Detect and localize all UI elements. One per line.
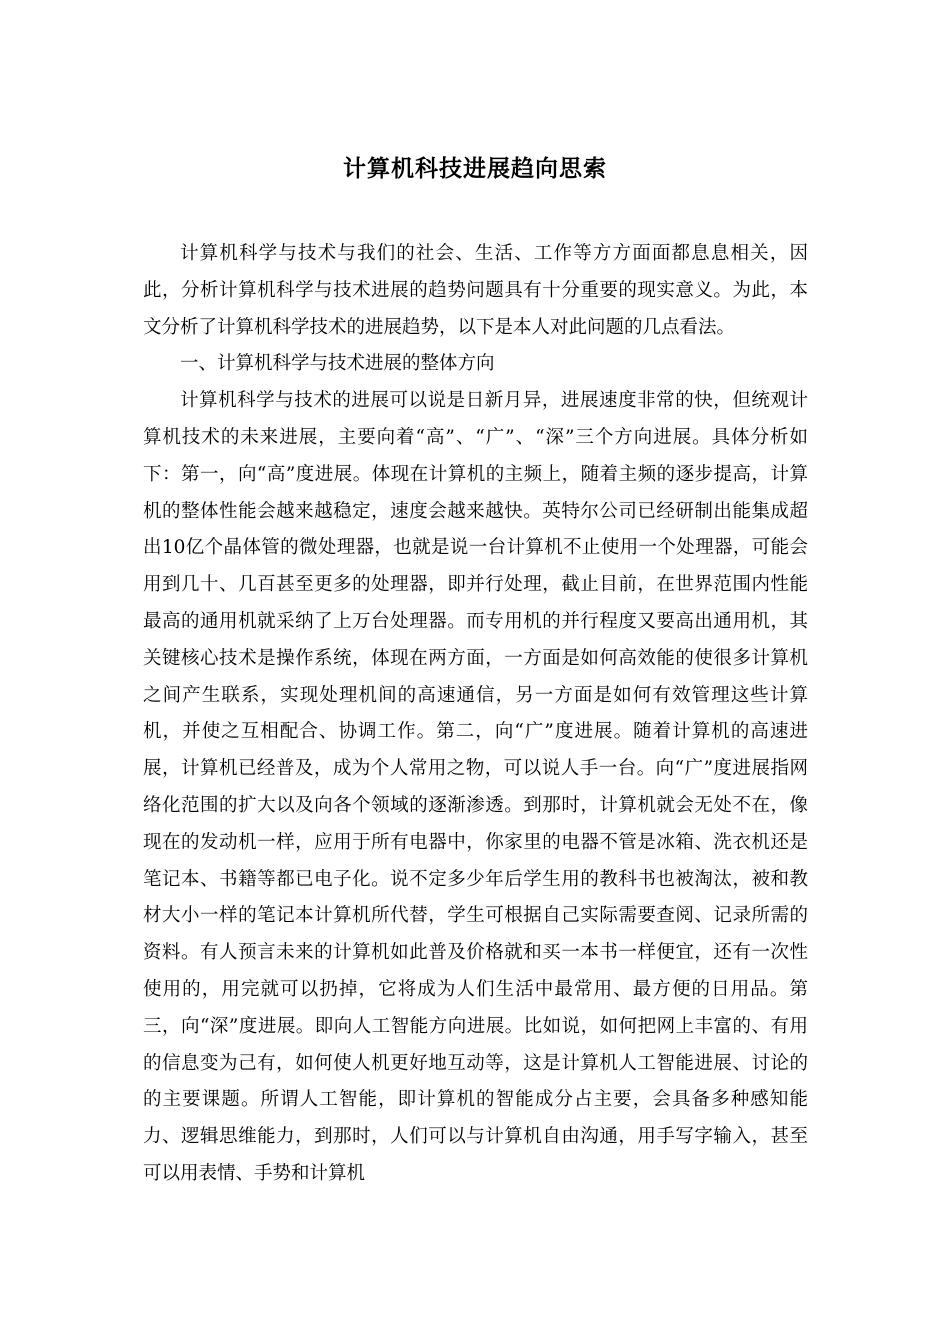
document-title: 计算机科技进展趋向思索 (343, 156, 607, 182)
document-body (143, 236, 808, 1193)
section-heading: 一、计算机科学与技术进展的整体方向 (180, 353, 495, 375)
body-paragraph: 计算机科学与技术的进展可以说是日新月异，进展速度非常的快，但统观计算机技术的未来进展，主要向着“高”、“广”、“深”三个方向进展。具体分析如下：第一，向“高”度进展。体现在计算机的主频上，随着主频的逐步提高，计算机的整体性能会越来越稳定，速度会越来越快。英特尔公司已经研制出能集成超出10亿个晶体管的微处理器，也就是说一台计算机不止使用一个处理器，可能会用到几十、几百甚至更多的处理器，即并行处理，截止目前，在世界范围内性能最高的通用机就采纳了上万台处理器。而专用机的并行程度又要高出通用机，其关键核心技术是操作系统，体现在两方面，一方面是如何高效能的使很多计算机之间产生联系，实现处理机间的高速通信，另一方面是如何有效管理这些计算机，并使之互相配合、协调工作。第二，向“广”度进展。随着计算机的高速进展，计算机已经普及，成为个人常用之物，可以说人手一台。向“广”度进展指网络化范围的扩大以及向各个领域的逐渐渗透。到那时，计算机就会无处不在，像现在的发动机一样，应用于所有电器中，你家里的电器不管是冰箱、洗衣机还是笔记本、书籍等都已电子化。说不定多少年后学生用的教科书也被淘汰，被和教材大小一样的笔记本计算机所代替，学生可根据自己实际需要查阅、记录所需的资料。有人预言未来的计算机如此普及价格就和买一本书一样便宜，还有一次性使用的，用完就可以扔掉，它将成为人们生活中最常用、最方便的日用品。第三，向“深”度进展。即向人工智能方向进展。比如说，如何把网上丰富的、有用的信息变为己有，如何使人机更好地互动等，这是计算机人工智能进展、讨论的的主要课题。所谓人工智能，即计算机的智能成分占主要，会具备多种感知能力、逻辑思维能力，到那时，人们可以与计算机自由沟通，用手写字输入，甚至可以用表情、手势和计算机 (143, 390, 808, 1184)
intro-paragraph: 计算机科学与技术与我们的社会、生活、工作等方方面面都息息相关，因此，分析计算机科学与技术进展的趋势问题具有十分重要的现实意义。为此，本文分析了计算机科学技术的进展趋势，以下是本人对此问题的几点看法。 (143, 243, 808, 338)
